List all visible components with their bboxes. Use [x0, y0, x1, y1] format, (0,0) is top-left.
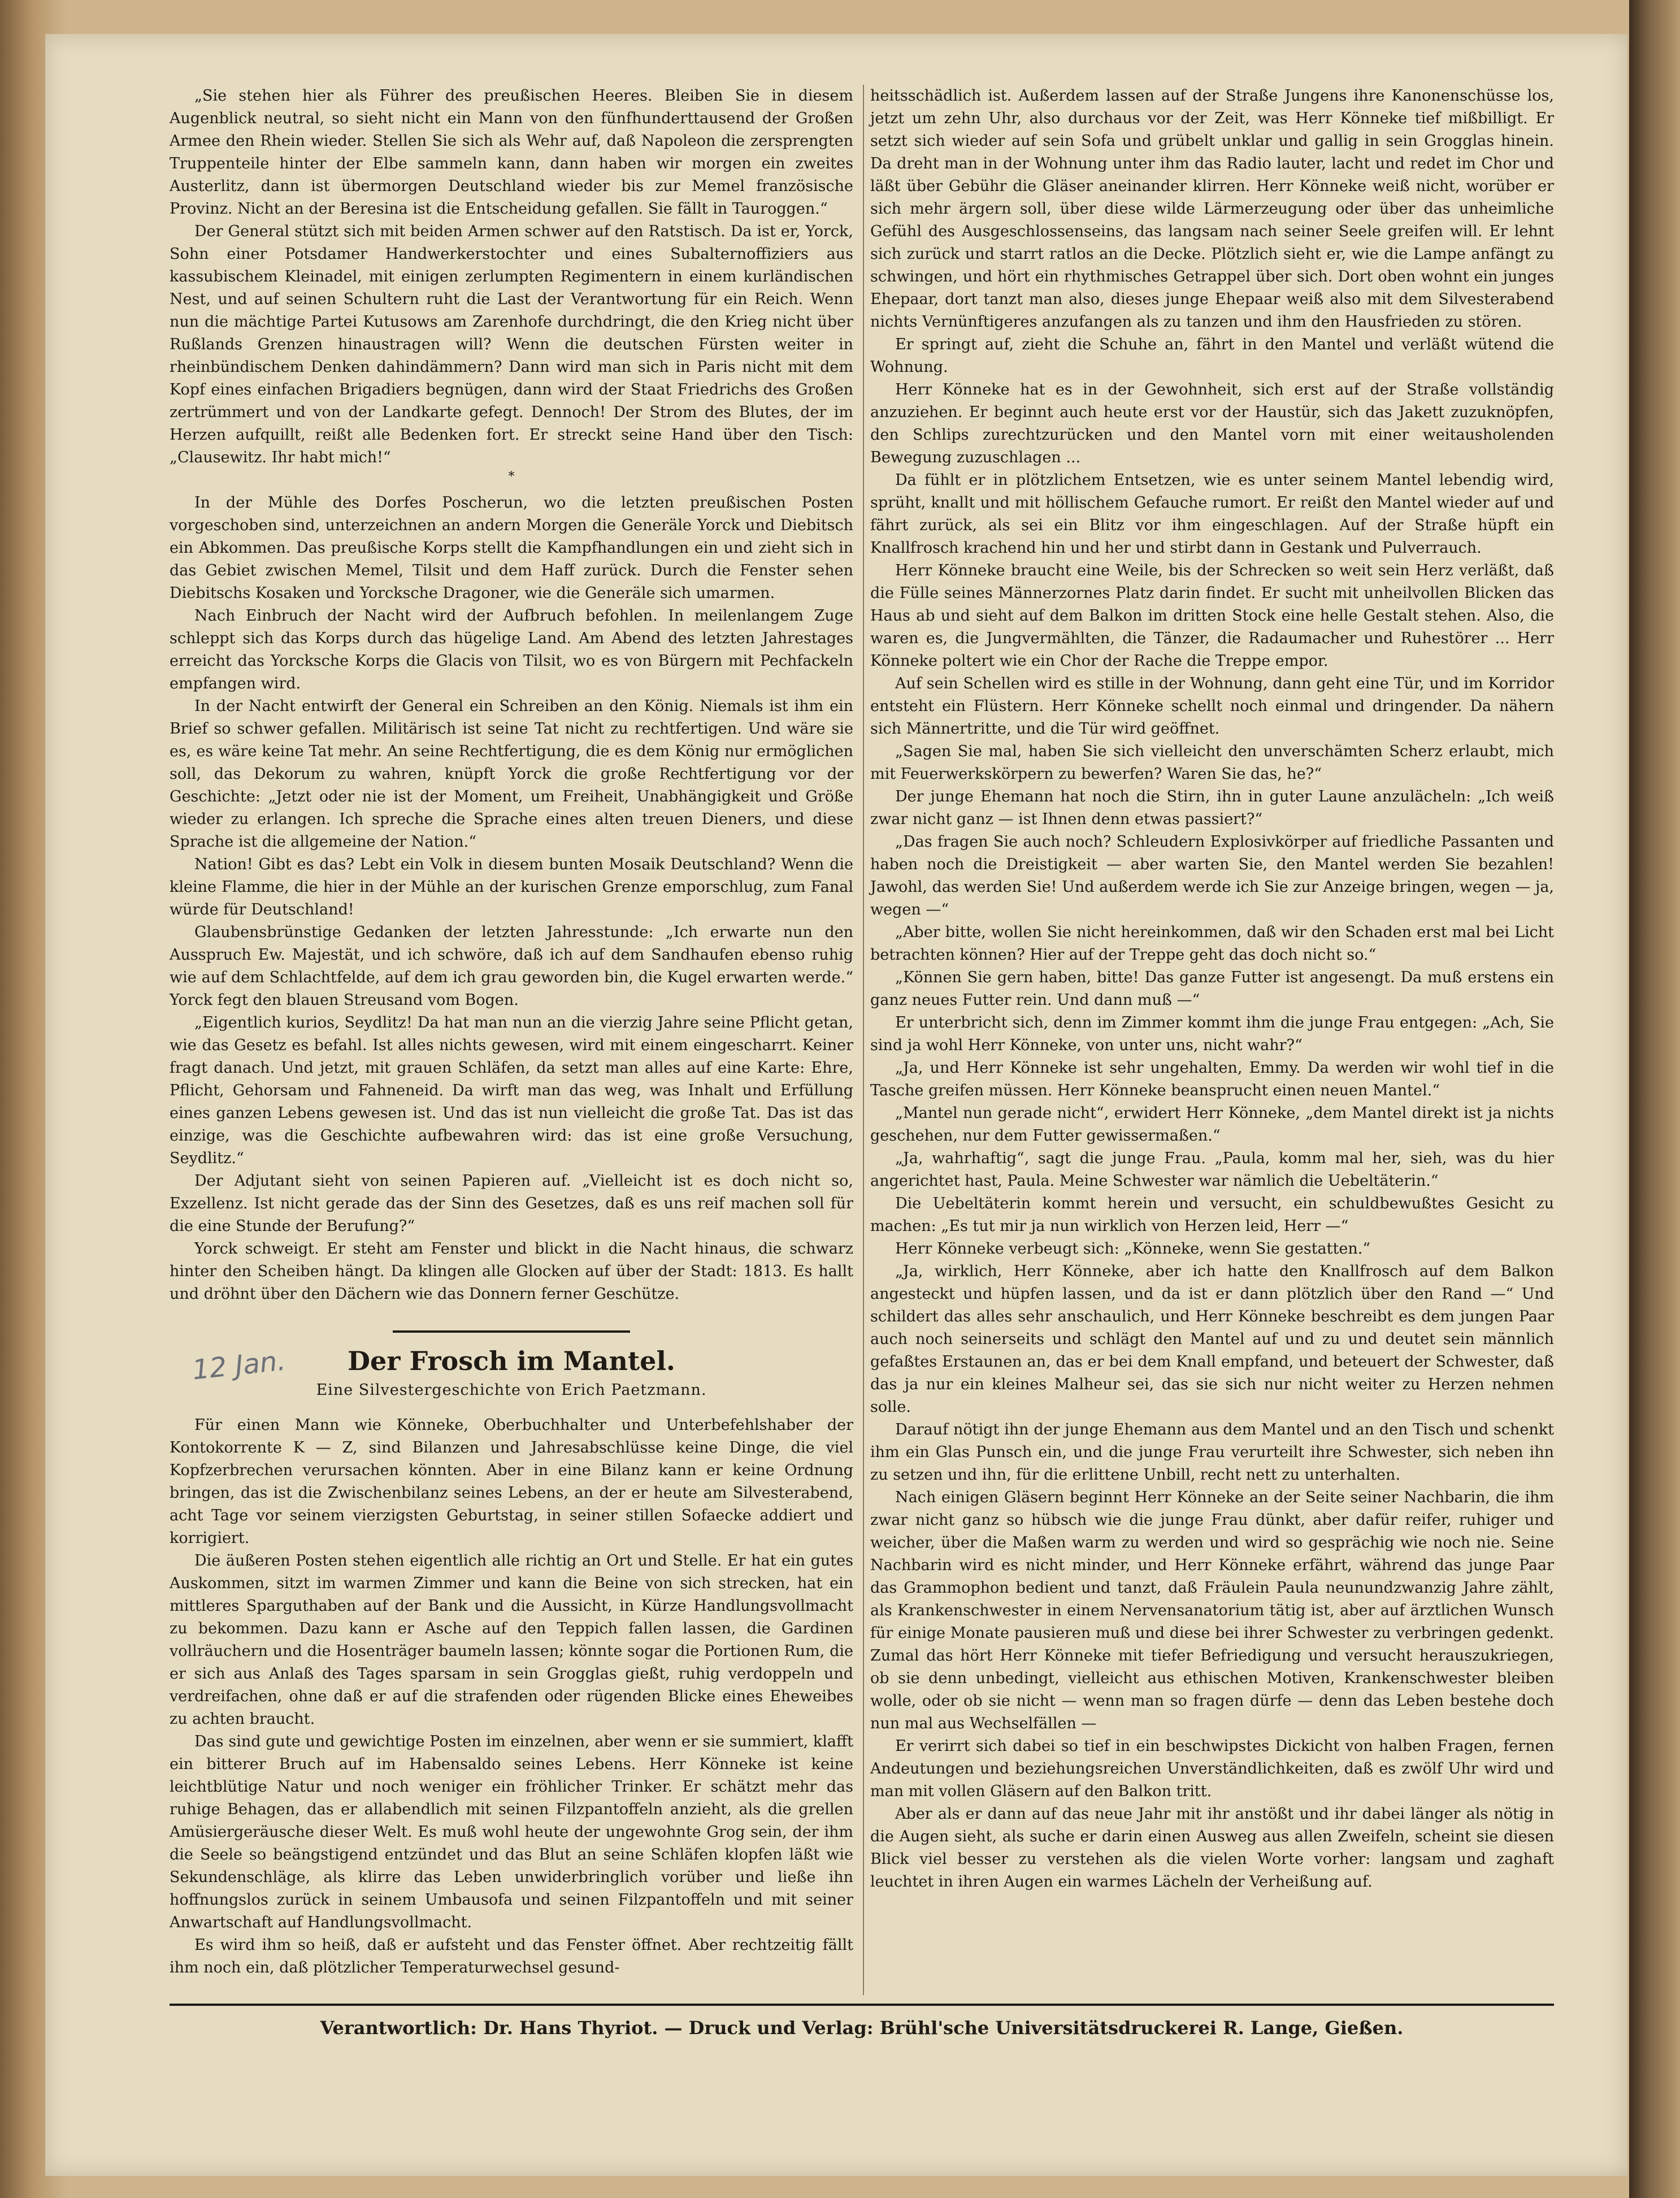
section-separator: * [508, 470, 515, 484]
paragraph: Die Uebeltäterin kommt herein und versucht, ein schuldbewußtes Gesicht zu machen: „Es tut mir ja nun wirklich von Herzen leid, Herr —“ [870, 1195, 1554, 1235]
paragraph: „Ja, wirklich, Herr Könneke, aber ich hatte den Knallfrosch auf dem Balkon angesteckt und hüpfen lassen, und da ist er dann plötzlich über den Rand —“ Und schildert das alles sehr anschaulich, und Herr Könneke beschreibt es dem jungen Paar auch noch seinerseits und schlägt den Mantel auf und zu und deutet sein männlich gefaßtes Erstaunen an, das er bei dem Knall empfand, und beteuert der Schwester, daß das ja nur ein kleines Malheur sei, das sie sich nur nicht weiter zu Herzen nehmen solle. [870, 1263, 1554, 1416]
handwritten-note: 12 Jan. [190, 1345, 288, 1386]
paragraph: Nach einigen Gläsern beginnt Herr Könneke an der Seite seiner Nachbarin, die ihm zwar nicht ganz so hübsch wie die junge Frau dünkt, aber dafür reifer, ruhiger und weicher, über die Maßen warm zu werden und wird so gesprächig wie noch nie. Seine Nachbarin wird es nicht minder, und Herr Könneke erfährt, während das junge Paar das Grammophon bedient und tanzt, daß Fräulein Paula neunundzwanzig Jahre zählt, als Krankenschwester in einem Nervensanatorium tätig ist, aber auf ärztlichen Wunsch für einige Monate pausieren muß und diese bei ihrer Schwester zu verbringen gedenkt. Zumal das hört Herr Könneke mit tiefer Befriedigung und versucht herauszukriegen, ob sie denn unbedingt, vielleicht aus ethischen Motiven, Krankenschwester bleiben wolle, oder ob sie nicht — wenn man so fragen dürfe — denn das Leben bestehe doch nun mal aus Wechselfällen — [870, 1489, 1554, 1732]
paragraph: Auf sein Schellen wird es stille in der Wohnung, dann geht eine Tür, und im Korridor entsteht ein Flüstern. Herr Könneke schellt noch einmal und dringender. Da nähern sich Männertritte, und die Tür wird geöffnet. [870, 675, 1554, 738]
paragraph: Für einen Mann wie Könneke, Oberbuchhalter und Unterbefehlshaber der Kontokorrente K — Z, sind Bilanzen und Jahresabschlüsse keine Dinge, die viel Kopfzerbrechen verursachen könnten. Aber in eine Bilanz kann er keine Ordnung bringen, das ist die Zwischenbilanz seines Lebens, an der er heute am Silvesterabend, acht Tage vor seinem vierzigsten Geburtstag, in seiner stillen Sofaecke addiert und korrigiert. [170, 1416, 853, 1547]
paragraph: Darauf nötigt ihn der junge Ehemann aus dem Mantel und an den Tisch und schenkt ihm ein Glas Punsch ein, und die junge Frau verurteilt ihre Schwester, sich neben ihn zu setzen und ihn, für die erlittene Unbill, recht nett zu unterhalten. [870, 1421, 1554, 1484]
yorck-story-part-2 [170, 492, 853, 1306]
column-divider [863, 85, 864, 1995]
paragraph: Er unterbricht sich, denn im Zimmer kommt ihm die junge Frau entgegen: „Ach, Sie sind ja wohl Herr Könneke, von unter uns, nicht wahr?“ [870, 1014, 1554, 1054]
frosch-story-part-1 [170, 1414, 853, 1979]
paragraph: Das sind gute und gewichtige Posten im einzelnen, aber wenn er sie summiert, klafft ein bitterer Bruch auf im Habensaldo seines Lebens. Herr Könneke ist keine leichtblütige Natur und noch weniger ein fröhlicher Trinker. Er schätzt mehr das ruhige Behagen, das er allabendlich mit seinen Filzpantoffeln anzieht, als die grellen Amüsiergeräusche dieser Welt. Es muß wohl heute der ungewohnte Grog sein, der ihm die Seele so beängstigend entzündet und das Blut an seine Schläfen klopfen läßt wie Sekundenschläge, als klirre das Leben unwiderbringlich vorüber und ließe ihn hoffnungslos zurück in seinem Umbausofa und seinen Filzpantoffeln und mit seiner Anwartschaft auf Handlungsvollmacht. [170, 1733, 853, 1931]
paragraph: Aber als er dann auf das neue Jahr mit ihr anstößt und ihr dabei länger als nötig in die Augen sieht, als suche er darin einen Ausweg aus allen Zweifeln, scheint sie diesen Blick viel besser zu verstehen als die vielen Worte vorher: langsam und zaghaft leuchtet in ihren Augen ein warmes Lächeln der Verheißung auf. [870, 1805, 1554, 1891]
paragraph: Der General stützt sich mit beiden Armen schwer auf den Ratstisch. Da ist er, Yorck, Sohn einer Potsdamer Handwerkerstochter und eines Subalternoffiziers aus kassubischem Kleinadel, mit einigen zerlumpten Regimentern in einem kurländischen Nest, und auf seinen Schultern ruht die Last der Verantwortung für ein Reich. Wenn nun die mächtige Partei Kutusows am Zarenhofe durchdringt, die den Krieg nicht über Rußlands Grenzen hinaustragen will? Wenn die deutschen Fürsten weiter in rheinbündischem Denken dahindämmern? Dann wird man sich in Paris nicht mit dem Kopf eines einfachen Brigadiers begnügen, dann wird der Staat Friedrichs des Großen zertrümmert und von der Landkarte gefegt. Dennoch! Der Strom des Blutes, der im Herzen aufquillt, reißt alle Bedenken fort. Er streckt seine Hand über den Tisch: „Clausewitz. Ihr habt mich!“ [170, 223, 853, 466]
paragraph: Der junge Ehemann hat noch die Stirn, ihn in guter Laune anzulächeln: „Ich weiß zwar nicht ganz — ist Ihnen denn etwas passiert?“ [870, 788, 1554, 828]
yorck-story-part-1 [170, 85, 853, 469]
right-column [870, 85, 1554, 1893]
story-subtitle: Eine Silvestergeschichte von Erich Paetzmann. [316, 1381, 707, 1399]
imprint-footer: Verantwortlich: Dr. Hans Thyriot. — Druck und Verlag: Brühl'sche Universitätsdruckerei R. Lange, Gießen. [170, 2004, 1554, 2039]
paragraph: Herr Könneke hat es in der Gewohnheit, sich erst auf der Straße vollständig anzuziehen. Er beginnt auch heute erst vor der Haustür, sich das Jakett zuzuknöpfen, den Schlips zurechtzurücken und den Mantel vorn mit einer weitausholenden Bewegung zuzuschlagen ... [870, 381, 1554, 466]
paragraph: Da fühlt er in plötzlichem Entsetzen, wie es unter seinem Mantel lebendig wird, sprüht, knallt und mit höllischem Gefauche rumort. Er reißt den Mantel wieder auf und fährt zurück, als sei ein Blitz vor ihm eingeschlagen. Auf der Straße hüpft ein Knallfrosch krachend hin und her und stirbt dann in Gestank und Pulverrauch. [870, 471, 1554, 557]
story-title: Der Frosch im Mantel. [348, 1346, 675, 1376]
paragraph: „Sie stehen hier als Führer des preußischen Heeres. Bleiben Sie in diesem Augenblick neutral, so sieht nicht ein Mann von den fünfhunderttausend der Großen Armee den Rhein wieder. Stellen Sie sich als Wehr auf, daß Napoleon die zersprengten Truppenteile hinter der Elbe sammeln kann, dann haben wir morgen ein zweites Austerlitz, dann ist übermorgen Deutschland wieder bis zur Memel französische Provinz. Nicht an der Beresina ist die Entscheidung gefallen. Sie fällt in Tauroggen.“ [170, 87, 853, 218]
paragraph: heitsschädlich ist. Außerdem lassen auf der Straße Jungens ihre Kanonenschüsse los, jetzt um zehn Uhr, also durchaus vor der Zeit, was Herr Könneke tief mißbilligt. Er setzt sich wieder auf sein Sofa und grübelt unklar und gallig in sein Grogglas hinein. Da dreht man in der Wohnung unter ihm das Radio lauter, lacht und redet im Chor und läßt über Gebühr die Gläser aneinander klirren. Herr Könneke weiß nicht, worüber er sich mehr ärgern soll, über diese wilde Lärmerzeugung oder über das unheimliche Gefühl des Ausgeschlossenseins, das langsam nach seiner Seele greifen will. Er lehnt sich zurück und starrt ratlos an die Decke. Plötzlich sieht er, wie die Lampe anfängt zu schwingen, und hört ein rhythmisches Getrappel über sich. Dort oben wohnt ein junges Ehepaar, dort tanzt man also, dieses junge Ehepaar weiß also mit dem Silvesterabend nichts Vernünftigeres anzufangen als zu tanzen und ihm den Hausfrieden zu stören. [870, 87, 1554, 331]
left-column [170, 85, 853, 1979]
title-rule [393, 1330, 630, 1333]
paragraph: „Ja, und Herr Könneke ist sehr ungehalten, Emmy. Da werden wir wohl tief in die Tasche greifen müssen. Herr Könneke beansprucht einen neuen Mantel.“ [870, 1059, 1554, 1099]
paragraph: Er springt auf, zieht die Schuhe an, fährt in den Mantel und verläßt wütend die Wohnung. [870, 336, 1554, 376]
story-header [170, 1330, 853, 1403]
paragraph: Nach Einbruch der Nacht wird der Aufbruch befohlen. In meilenlangem Zuge schleppt sich das Korps durch das hügelige Land. Am Abend des letzten Jahrestages erreicht das Yorcksche Korps die Glacis von Tilsit, wo es von Bürgern mit Pechfackeln empfangen wird. [170, 607, 853, 692]
frosch-story-part-2 [870, 85, 1554, 1893]
paragraph: Glaubensbrünstige Gedanken der letzten Jahresstunde: „Ich erwarte nun den Ausspruch Ew. Majestät, und ich schwöre, daß ich auf dem Sandhaufen ebenso ruhig wie auf dem Schlachtfelde, auf dem ich grau geworden bin, die Kugel erwarten werde.“ Yorck fegt den blauen Streusand vom Bogen. [170, 924, 853, 1009]
paragraph: „Das fragen Sie auch noch? Schleudern Explosivkörper auf friedliche Passanten und haben noch die Dreistigkeit — aber warten Sie, den Mantel werden Sie bezahlen! Jawohl, das werden Sie! Und außerdem werde ich Sie zur Anzeige bringen, wegen — ja, wegen —“ [870, 833, 1554, 918]
paragraph: Nation! Gibt es das? Lebt ein Volk in diesem bunten Mosaik Deutschland? Wenn die kleine Flamme, die hier in der Mühle an der kurischen Grenze emporschlug, zum Fanal würde für Deutschland! [170, 856, 853, 918]
paragraph: Es wird ihm so heiß, daß er aufsteht und das Fenster öffnet. Aber rechtzeitig fällt ihm noch ein, daß plötzlicher Temperaturwechsel gesund- [170, 1936, 853, 1976]
paragraph: Die äußeren Posten stehen eigentlich alle richtig an Ort und Stelle. Er hat ein gutes Auskommen, sitzt im warmen Zimmer und kann die Beine von sich strecken, hat ein mittleres Sparguthaben auf der Bank und die Aussicht, in Kürze Handlungsvollmacht zu bekommen. Dazu kann er Asche auf den Teppich fallen lassen, die Gardinen vollräuchern und die Hosenträger baumeln lassen; könnte sogar die Portionen Rum, die er sich aus Anlaß des Tages sparsam in sein Grogglas gießt, ruhig verdoppeln und verdreifachen, ohne daß er auf die strafenden oder rügenden Blicke eines Eheweibes zu achten braucht. [170, 1552, 853, 1728]
paragraph: „Können Sie gern haben, bitte! Das ganze Futter ist angesengt. Da muß erstens ein ganz neues Futter rein. Und dann muß —“ [870, 969, 1554, 1009]
paragraph: In der Nacht entwirft der General ein Schreiben an den König. Niemals ist ihm ein Brief so schwer gefallen. Militärisch ist seine Tat nicht zu rechtfertigen. Und wäre sie es, es wäre keine Tat mehr. An seine Rechtfertigung, die es dem König nur ermöglichen soll, das Dekorum zu wahren, knüpft Yorck die große Rechtfertigung vor der Geschichte: „Jetzt oder nie ist der Moment, um Freiheit, Unabhängigkeit und Größe wieder zu erlangen. Ich spreche die Sprache eines alten treuen Dieners, und diese Sprache ist die allgemeine der Nation.“ [170, 697, 853, 851]
paragraph: „Aber bitte, wollen Sie nicht hereinkommen, daß wir den Schaden erst mal bei Licht betrachten können? Hier auf der Treppe geht das doch nicht so.“ [870, 924, 1554, 964]
paragraph: „Ja, wahrhaftig“, sagt die junge Frau. „Paula, komm mal her, sieh, was du hier angerichtet hast, Paula. Meine Schwester war nämlich die Uebeltäterin.“ [870, 1150, 1554, 1190]
book-spine [1629, 0, 1680, 2198]
paragraph: Herr Könneke braucht eine Weile, bis der Schrecken so weit sein Herz verläßt, daß die Fülle seines Männerzornes Platz darin findet. Er sucht mit unheilvollen Blicken das Haus ab und sieht auf dem Balkon im dritten Stock eine helle Gestalt stehen. Also, die waren es, die Jungvermählten, die Tänzer, die Radaumacher und Ruhestörer ... Herr Könneke poltert wie ein Chor der Rache die Treppe empor. [870, 562, 1554, 670]
paragraph: In der Mühle des Dorfes Poscherun, wo die letzten preußischen Posten vorgeschoben sind, unterzeichnen an andern Morgen die Generäle Yorck und Diebitsch ein Abkommen. Das preußische Korps stellt die Kampfhandlungen ein und zieht sich in das Gebiet zwischen Memel, Tilsit und dem Haff zurück. Durch die Fenster sehen Diebitschs Kosaken und Yorcksche Dragoner, wie die Generäle sich umarmen. [170, 494, 853, 602]
paragraph: „Mantel nun gerade nicht“, erwidert Herr Könneke, „dem Mantel direkt ist ja nichts geschehen, nur dem Futter gewissermaßen.“ [870, 1104, 1554, 1144]
paragraph: Er verirrt sich dabei so tief in ein beschwipstes Dickicht von halben Fragen, fernen Andeutungen und beziehungsreichen Unverständlichkeiten, daß es zwölf Uhr wird und man mit vollen Gläsern auf den Balkon tritt. [870, 1737, 1554, 1800]
paragraph: Yorck schweigt. Er steht am Fenster und blickt in die Nacht hinaus, die schwarz hinter den Scheiben hängt. Da klingen alle Glocken auf über der Stadt: 1813. Es hallt und dröhnt über den Dächern wie das Donnern ferner Geschütze. [170, 1240, 853, 1303]
paragraph: „Eigentlich kurios, Seydlitz! Da hat man nun an die vierzig Jahre seine Pflicht getan, wie das Gesetz es befahl. Ist alles nichts gewesen, wird mit einem eingescharrt. Keiner fragt danach. Und jetzt, mit grauen Schläfen, da setzt man alles auf eine Karte: Ehre, Pflicht, Gehorsam und Fahneneid. Da wirft man das weg, was Inhalt und Erfüllung eines ganzen Lebens gewesen ist. Und das ist nun vielleicht die große Tat. Das ist das einzige, was die Geschichte aufbewahren wird: das ist eine große Versuchung, Seydlitz.“ [170, 1014, 853, 1167]
paragraph: Der Adjutant sieht von seinen Papieren auf. „Vielleicht ist es doch nicht so, Exzellenz. Ist nicht gerade das der Sinn des Gesetzes, daß es uns reif machen soll für die eine Stunde der Berufung?“ [170, 1172, 853, 1235]
paragraph: Herr Könneke verbeugt sich: „Könneke, wenn Sie gestatten.“ [895, 1240, 1371, 1258]
paragraph: „Sagen Sie mal, haben Sie sich vielleicht den unverschämten Scherz erlaubt, mich mit Feuerwerkskörpern zu bewerfen? Waren Sie das, he?“ [870, 743, 1554, 783]
